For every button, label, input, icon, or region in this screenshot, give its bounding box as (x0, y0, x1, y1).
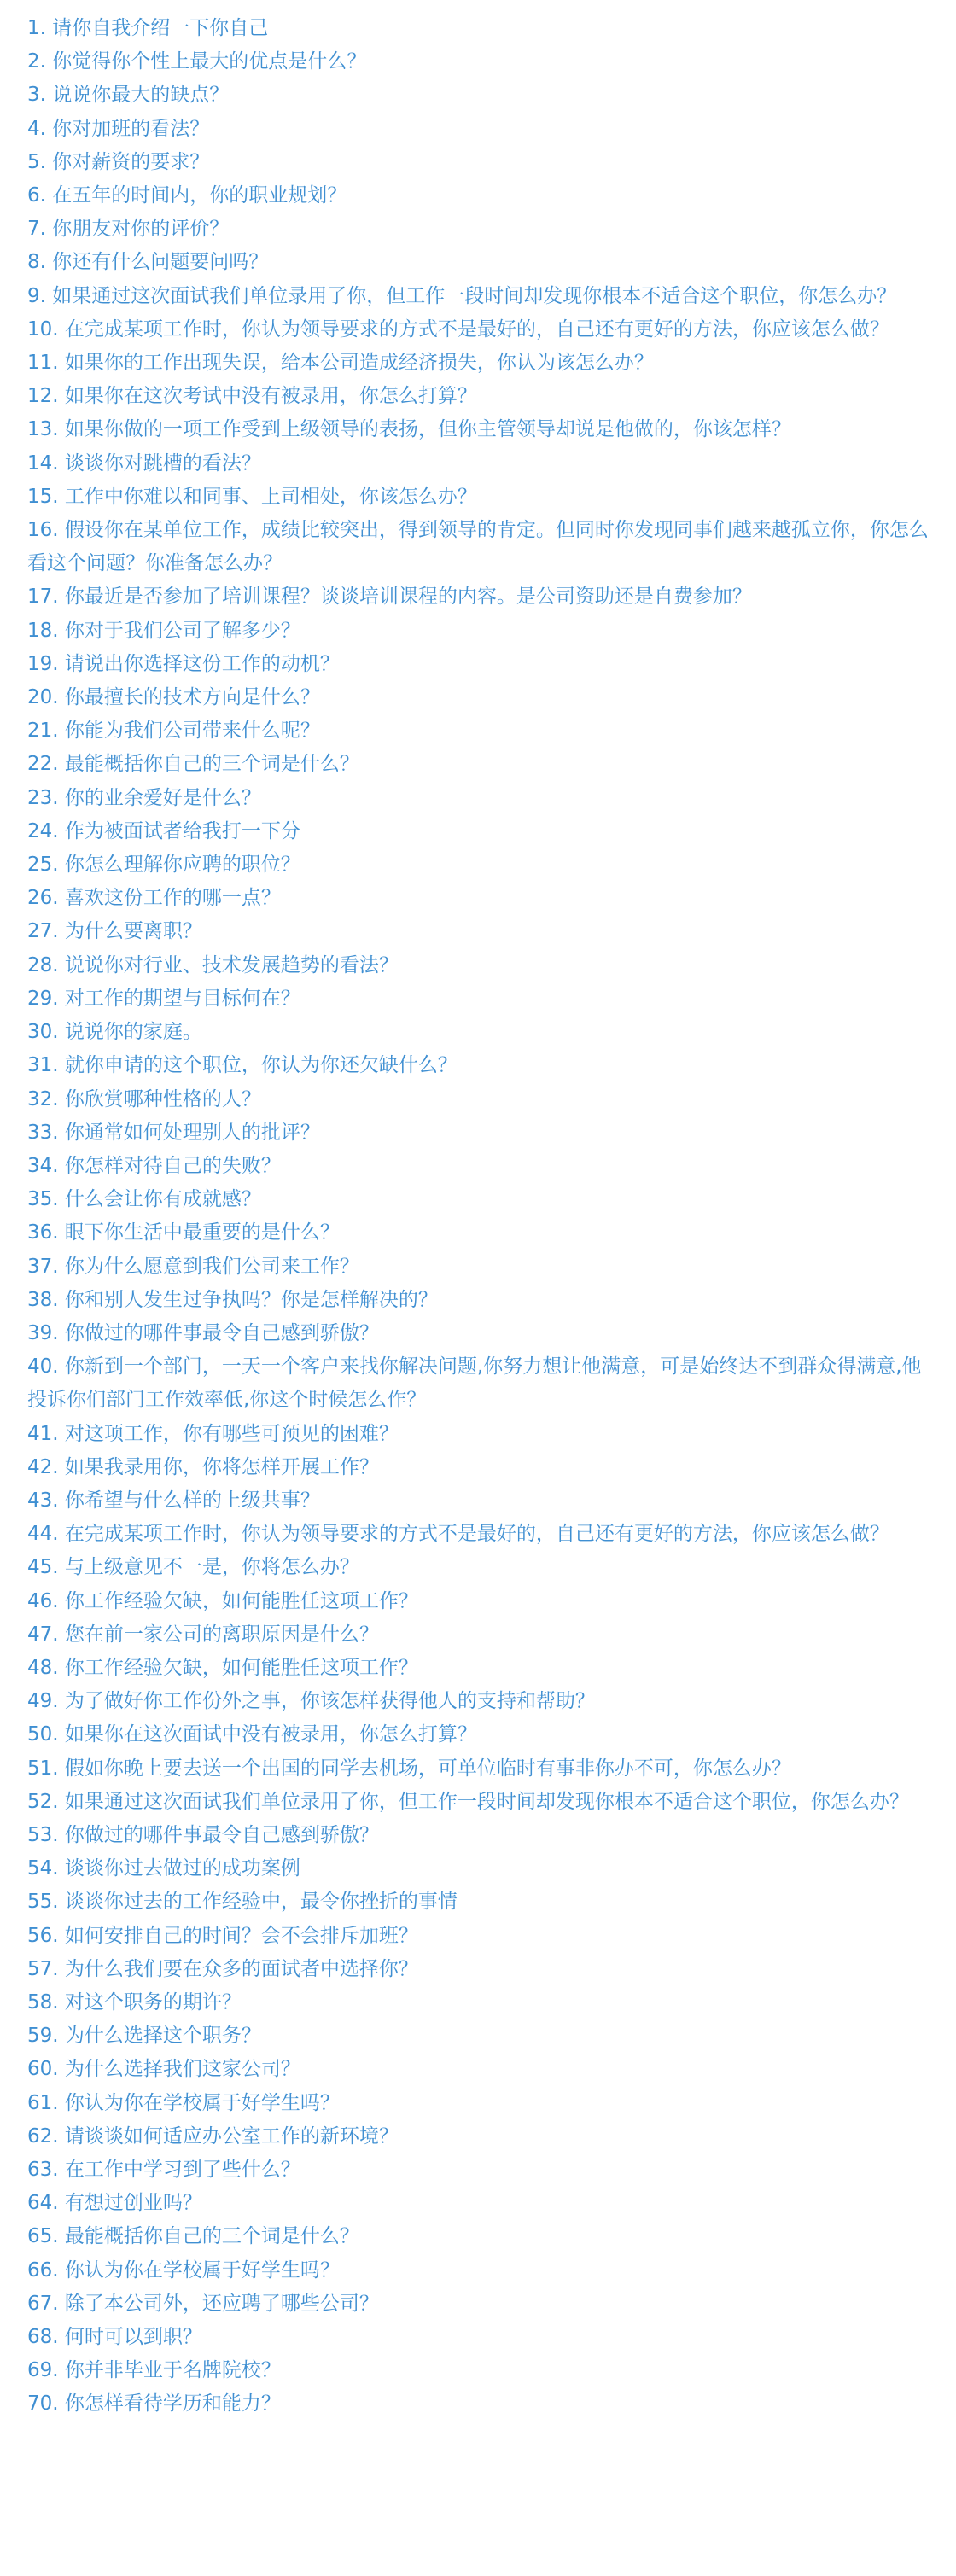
question-item: 70. 你怎样看待学历和能力？ (27, 2392, 281, 2416)
question-item: 52. 如果通过这次面试我们单位录用了你，但工作一段时间却发现你根本不适合这个职位，你怎么办？ (27, 1790, 909, 1813)
question-item: 62. 请谈谈如何适应办公室工作的新环境？ (27, 2124, 399, 2148)
question-item: 5. 你对薪资的要求？ (27, 150, 210, 173)
question-item: 27. 为什么要离职？ (27, 920, 202, 943)
question-item: 6. 在五年的时间内，你的职业规划？ (27, 184, 347, 207)
question-item: 39. 你做过的哪件事最令自己感到骄傲？ (27, 1321, 379, 1344)
question-item: 37. 你为什么愿意到我们公司来工作？ (27, 1255, 359, 1278)
question-item: 21. 你能为我们公司带来什么呢？ (27, 720, 320, 743)
question-item: 68. 何时可以到职？ (27, 2326, 202, 2349)
question-item: 9. 如果通过这次面试我们单位录用了你，但工作一段时间却发现你根本不适合这个职位，你怎么办？ (27, 284, 897, 307)
question-item: 55. 谈谈你过去的工作经验中，最令你挫折的事情 (27, 1891, 458, 1914)
question-item: 42. 如果我录用你，你将怎样开展工作？ (27, 1455, 379, 1478)
question-item: 17. 你最近是否参加了培训课程？谈谈培训课程的内容。是公司资助还是自费参加？ (27, 586, 752, 609)
question-item: 4. 你对加班的看法？ (27, 117, 210, 140)
question-item: 69. 你并非毕业于名牌院校？ (27, 2359, 281, 2382)
question-item: 47. 您在前一家公司的离职原因是什么？ (27, 1623, 379, 1646)
question-item: 66. 你认为你在学校属于好学生吗？ (27, 2258, 340, 2282)
question-item: 19. 请说出你选择这份工作的动机？ (27, 652, 340, 675)
question-item: 61. 你认为你在学校属于好学生吗？ (27, 2091, 340, 2114)
question-item: 7. 你朋友对你的评价？ (27, 218, 230, 241)
question-item: 26. 喜欢这份工作的哪一点？ (27, 887, 281, 910)
question-item: 28. 说说你对行业、技术发展趋势的看法？ (27, 953, 399, 976)
question-item: 33. 你通常如何处理别人的批评？ (27, 1121, 320, 1144)
question-item: 60. 为什么选择我们这家公司？ (27, 2058, 300, 2081)
question-item: 8. 你还有什么问题要问吗？ (27, 251, 269, 274)
question-item: 11. 如果你的工作出现失误，给本公司造成经济损失，你认为该怎么办？ (27, 352, 654, 375)
question-item: 34. 你怎样对待自己的失败？ (27, 1154, 281, 1177)
question-item: 3. 说说你最大的缺点？ (27, 84, 230, 107)
question-item: 31. 就你申请的这个职位，你认为你还欠缺什么？ (27, 1054, 458, 1077)
question-item: 58. 对这个职务的期许？ (27, 1990, 242, 2014)
question-list (27, 12, 932, 2422)
question-item: 53. 你做过的哪件事最令自己感到骄傲？ (27, 1823, 379, 1846)
question-item: 56. 如何安排自己的时间？会不会排斥加班？ (27, 1924, 418, 1947)
question-item: 51. 假如你晚上要去送一个出国的同学去机场，可单位临时有事非你办不可，你怎么办？ (27, 1757, 791, 1780)
question-item: 25. 你怎么理解你应聘的职位？ (27, 854, 300, 877)
question-item: 32. 你欣赏哪种性格的人？ (27, 1087, 261, 1110)
question-item: 16. 假设你在某单位工作，成绩比较突出，得到领导的肯定。但同时你发现同事们越来越孤立你，你怎么看这个问题？你准备怎么办？ (27, 519, 929, 575)
question-item: 65. 最能概括你自己的三个词是什么？ (27, 2225, 359, 2248)
question-item: 15. 工作中你难以和同事、上司相处，你该怎么办？ (27, 485, 477, 508)
question-item: 10. 在完成某项工作时，你认为领导要求的方式不是最好的，自己还有更好的方法，你应该怎么做？ (27, 318, 889, 341)
question-item: 57. 为什么我们要在众多的面试者中选择你？ (27, 1957, 418, 1980)
question-item: 2. 你觉得你个性上最大的优点是什么？ (27, 50, 367, 73)
question-item: 30. 说说你的家庭。 (27, 1021, 202, 1044)
question-item: 54. 谈谈你过去做过的成功案例 (27, 1857, 300, 1880)
question-item: 40. 你新到一个部门，一天一个客户来找你解决问题,你努力想让他满意，可是始终达不到群众得满意,他投诉你们部门工作效率低,你这个时候怎么作？ (27, 1355, 922, 1412)
question-item: 36. 眼下你生活中最重要的是什么？ (27, 1221, 340, 1244)
question-item: 12. 如果你在这次考试中没有被录用，你怎么打算？ (27, 385, 477, 408)
question-item: 24. 作为被面试者给我打一下分 (27, 819, 300, 842)
question-item: 59. 为什么选择这个职务？ (27, 2025, 261, 2048)
question-item: 1. 请你自我介绍一下你自己 (27, 17, 269, 39)
question-item: 23. 你的业余爱好是什么？ (27, 786, 261, 809)
question-item: 44. 在完成某项工作时，你认为领导要求的方式不是最好的，自己还有更好的方法，你应该怎么做？ (27, 1523, 889, 1546)
question-item: 49. 为了做好你工作份外之事，你该怎样获得他人的支持和帮助？ (27, 1690, 595, 1713)
question-item: 50. 如果你在这次面试中没有被录用，你怎么打算？ (27, 1723, 477, 1746)
question-item: 22. 最能概括你自己的三个词是什么？ (27, 753, 359, 776)
question-item: 63. 在工作中学习到了些什么？ (27, 2159, 300, 2181)
question-item: 64. 有想过创业吗？ (27, 2192, 202, 2215)
question-item: 41. 对这项工作，你有哪些可预见的困难？ (27, 1422, 399, 1445)
question-item: 13. 如果你做的一项工作受到上级领导的表扬，但你主管领导却说是他做的，你该怎样？ (27, 418, 791, 441)
question-item: 18. 你对于我们公司了解多少？ (27, 619, 300, 642)
question-item: 48. 你工作经验欠缺，如何能胜任这项工作？ (27, 1656, 418, 1679)
question-item: 20. 你最擅长的技术方向是什么？ (27, 686, 320, 709)
question-item: 67. 除了本公司外，还应聘了哪些公司？ (27, 2292, 379, 2315)
question-item: 38. 你和别人发生过争执吗？你是怎样解决的？ (27, 1288, 438, 1311)
question-item: 46. 你工作经验欠缺，如何能胜任这项工作？ (27, 1589, 418, 1612)
question-item: 43. 你希望与什么样的上级共事？ (27, 1489, 320, 1512)
question-item: 29. 对工作的期望与目标何在？ (27, 987, 300, 1010)
question-item: 35. 什么会让你有成就感？ (27, 1188, 261, 1211)
question-item: 14. 谈谈你对跳槽的看法？ (27, 452, 261, 475)
question-item: 45. 与上级意见不一是，你将怎么办？ (27, 1556, 359, 1579)
